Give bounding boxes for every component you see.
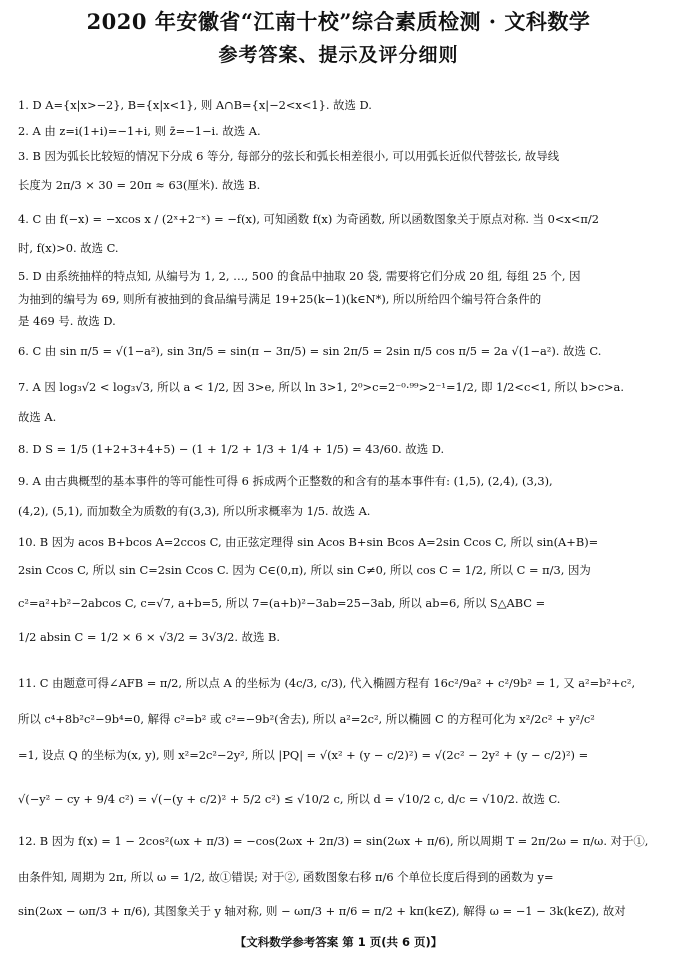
answer-line: 长度为 2π/3 × 30 = 20π ≈ 63(厘米). 故选 B. [18, 178, 261, 192]
answer-line: 2sin Ccos C, 所以 sin C=2sin Ccos C. 因为 C∈(0,π), 所以 sin C≠0, 所以 cos C = 1/2, 所以 C = π/3, 因为 [18, 563, 591, 577]
answer-line: 10. B 因为 acos B+bcos A=2ccos C, 由正弦定理得 sin Acos B+sin Bcos A=2sin Ccos C, 所以 sin(A+B)= [18, 535, 599, 549]
answer-line: (4,2), (5,1), 而加数全为质数的有(3,3), 所以所求概率为 1/5. 故选 A. [18, 504, 371, 518]
page-footer: 【文科数学参考答案 第 1 页(共 6 页)】 [234, 935, 443, 949]
answer-line: 12. B 因为 f(x) = 1 − 2cos²(ωx + π/3) = −cos(2ωx + 2π/3) = sin(2ωx + π/6), 所以周期 T = 2π/2ω = π/ω. 对于①, [18, 834, 649, 848]
answer-line: 8. D S = 1/5 (1+2+3+4+5) − (1 + 1/2 + 1/3 + 1/4 + 1/5) = 43/60. 故选 D. [18, 442, 445, 456]
answer-line: 1/2 absin C = 1/2 × 6 × √3/2 = 3√3/2. 故选 B. [18, 630, 280, 644]
answer-line: 1. D A={x|x>−2}, B={x|x<1}, 则 A∩B={x|−2<x<1}. 故选 D. [18, 98, 372, 112]
answer-line: 2. A 由 z=i(1+i)=−1+i, 则 z̄=−1−i. 故选 A. [18, 124, 261, 138]
answer-line: 由条件知, 周期为 2π, 所以 ω = 1/2, 故①错误; 对于②, 函数图象右移 π/6 个单位长度后得到的函数为 y= [18, 870, 554, 884]
answer-line: 9. A 由古典概型的基本事件的等可能性可得 6 拆成两个正整数的和含有的基本事件有: (1,5), (2,4), (3,3), [18, 474, 553, 488]
answer-line: 为抽到的编号为 69, 则所有被抽到的食品编号满足 19+25(k−1)(k∈N*), 所以所给四个编号符合条件的 [18, 292, 542, 306]
answer-line: √(−y² − cy + 9/4 c²) = √(−(y + c/2)² + 5/2 c²) ≤ √10/2 c, 所以 d = √10/2 c, d/c = √10/2. 故选 C. [18, 792, 561, 806]
answer-line: =1, 设点 Q 的坐标为(x, y), 则 x²=2c²−2y², 所以 |PQ| = √(x² + (y − c/2)²) = √(2c² − 2y² + (y − c/2)²) = [18, 748, 589, 762]
answer-line: 11. C 由题意可得∠AFB = π/2, 所以点 A 的坐标为 (4c/3, c/3), 代入椭圆方程有 16c²/9a² + c²/9b² = 1, 又 a²=b²+c², [18, 676, 636, 690]
answer-line: c²=a²+b²−2abcos C, c=√7, a+b=5, 所以 7=(a+b)²−3ab=25−3ab, 所以 ab=6, 所以 S△ABC = [18, 596, 546, 610]
answer-line: 3. B 因为弧长比较短的情况下分成 6 等分, 每部分的弦长和弧长相差很小, 可以用弧长近似代替弦长, 故导线 [18, 149, 560, 163]
answer-line: 7. A 因 log₃√2 < log₃√3, 所以 a < 1/2, 因 3>e, 所以 ln 3>1, 2⁰>c=2⁻⁰·⁹⁹>2⁻¹=1/2, 即 1/2<c<1, 所以 b>c>a. [18, 380, 624, 394]
answer-line: 故选 A. [18, 410, 57, 424]
answer-line: sin(2ωx − ωπ/3 + π/6), 其图象关于 y 轴对称, 则 − ωπ/3 + π/6 = π/2 + kπ(k∈Z), 解得 ω = −1 − 3k(k∈Z), 故对 [18, 904, 626, 918]
page-title: 2020 年安徽省“江南十校”综合素质检测 · 文科数学 [86, 9, 591, 34]
page-subtitle: 参考答案、提示及评分细则 [218, 44, 459, 66]
answer-line: 时, f(x)>0. 故选 C. [18, 241, 119, 255]
answer-line: 5. D 由系统抽样的特点知, 从编号为 1, 2, …, 500 的食品中抽取 20 袋, 需要将它们分成 20 组, 每组 25 个, 因 [18, 269, 581, 283]
answer-line: 所以 c⁴+8b²c²−9b⁴=0, 解得 c²=b² 或 c²=−9b²(舍去), 所以 a²=2c², 所以椭圆 C 的方程可化为 x²/2c² + y²/c² [18, 712, 595, 726]
answer-line: 是 469 号. 故选 D. [18, 314, 116, 328]
answer-line: 6. C 由 sin π/5 = √(1−a²), sin 3π/5 = sin(π − 3π/5) = sin 2π/5 = 2sin π/5 cos π/5 = 2a √(1−a²). 故选 C. [18, 344, 602, 358]
answer-line: 4. C 由 f(−x) = −xcos x / (2ˣ+2⁻ˣ) = −f(x), 可知函数 f(x) 为奇函数, 所以函数图象关于原点对称. 当 0<x<π/2 [18, 212, 599, 226]
